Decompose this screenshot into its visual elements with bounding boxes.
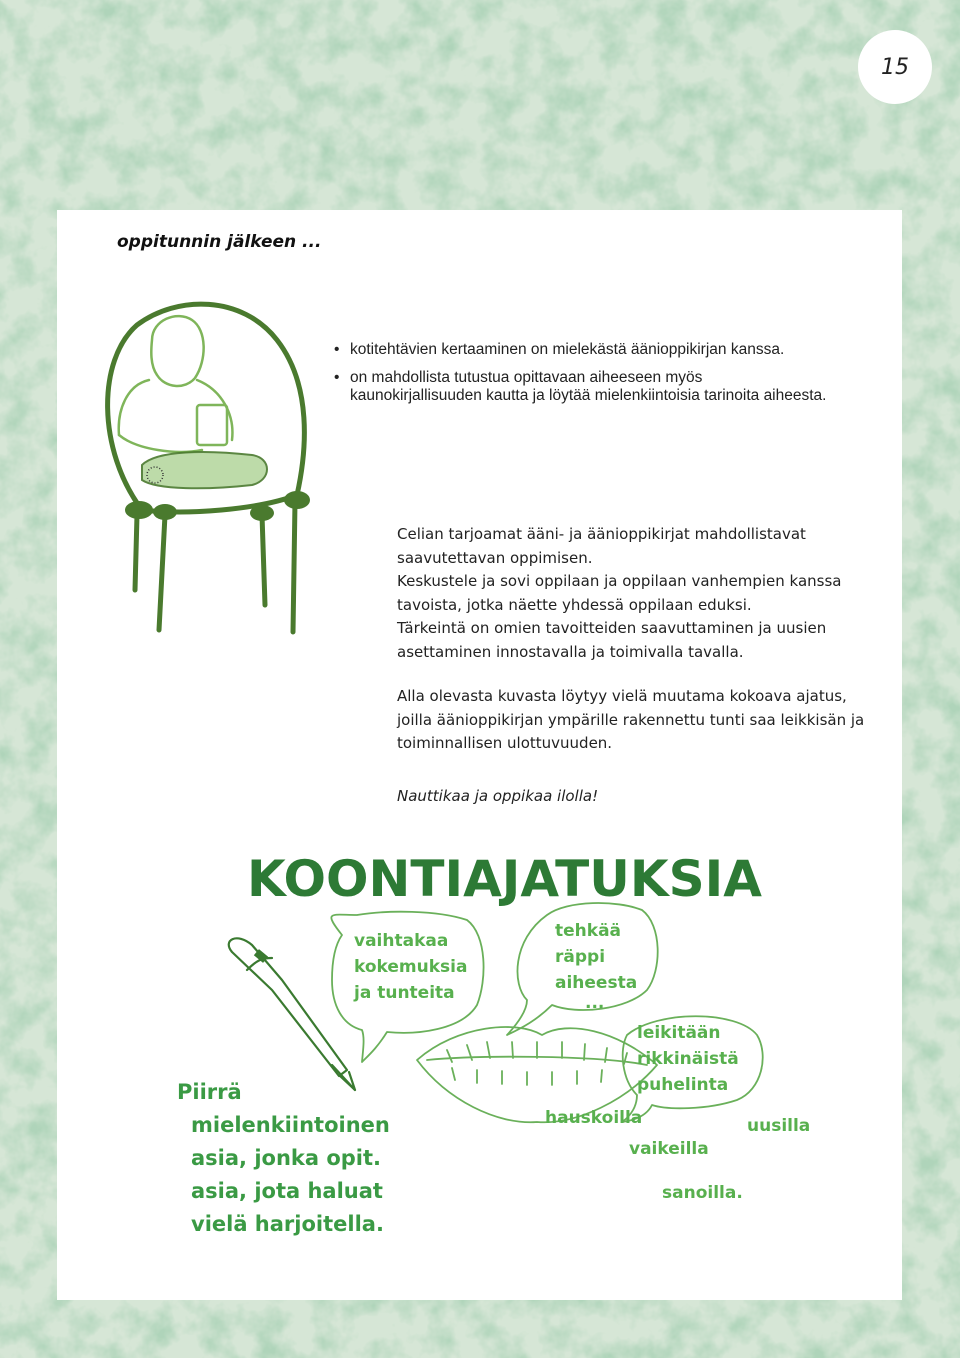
word-uusilla: uusilla <box>747 1116 811 1136</box>
caption-line: asia, jonka opit. <box>191 1146 382 1170</box>
bubble-line: vaihtakaa <box>354 931 449 951</box>
word-sanoilla: sanoilla. <box>662 1183 743 1203</box>
pencil-illustration <box>229 938 355 1090</box>
caption-line: asia, jota haluat <box>191 1179 383 1203</box>
bubble-line: tehkää <box>555 921 622 941</box>
bullet-item: • kotitehtävien kertaaminen on mielekästä äänioppikirjan kanssa. <box>334 341 834 359</box>
page-title: KOONTIAJATUKSIA <box>247 850 762 908</box>
word-vaikeilla: vaikeilla <box>629 1139 709 1159</box>
caption-line: mielenkiintoinen <box>191 1113 390 1137</box>
paragraph-goals: Tärkeintä on omien tavoitteiden saavuttaminen ja uusien asettaminen innostavalla ja toimivalla tavalla. <box>397 619 827 661</box>
bubble-line: kokemuksia <box>354 957 468 977</box>
word-hauskoilla: hauskoilla <box>545 1108 643 1128</box>
bubble-text-rap <box>555 918 638 1013</box>
section-heading: oppitunnin jälkeen ... <box>117 232 322 252</box>
bubble-line: leikitään <box>637 1023 721 1043</box>
caption-line: Piirrä <box>177 1080 242 1104</box>
bubble-line: ... <box>585 993 605 1013</box>
bubble-line: puhelinta <box>637 1075 729 1095</box>
content-panel <box>57 210 902 1300</box>
caption-line: vielä harjoitella. <box>191 1212 384 1236</box>
bullet-item: • on mahdollista tutustua opittavaan aiheeseen myös kaunokirjallisuuden kautta ja löytää mielenkiintoisia tarinoita aiheesta. <box>334 369 834 405</box>
bubble-text-phone <box>637 1020 739 1098</box>
paragraph-ideas: Alla olevasta kuvasta löytyy vielä muutama kokoava ajatus, joilla äänioppikirjan ympärille rakennettu tunti saa leikkisän ja toiminnallisen ulottuvuuden. <box>397 687 865 752</box>
paragraph-access: Celian tarjoamat ääni- ja äänioppikirjat mahdollistavat saavutettavan oppimisen. <box>397 525 806 567</box>
bubble-line: rikkinäistä <box>637 1049 739 1069</box>
pencil-caption <box>177 1076 390 1241</box>
paragraph-discuss: Keskustele ja sovi oppilaan ja oppilaan vanhempien kanssa tavoista, jotka näette yhdessä oppilaan eduksi. <box>397 572 842 614</box>
bubble-line: ja tunteita <box>354 983 455 1003</box>
bubble-line: räppi <box>555 947 606 967</box>
paragraph-enjoy: Nauttikaa ja oppikaa ilolla! <box>397 787 599 805</box>
bubble-text-exchange <box>354 928 467 1006</box>
page-number: 15 <box>858 30 932 104</box>
bubble-line: aiheesta <box>555 973 638 993</box>
